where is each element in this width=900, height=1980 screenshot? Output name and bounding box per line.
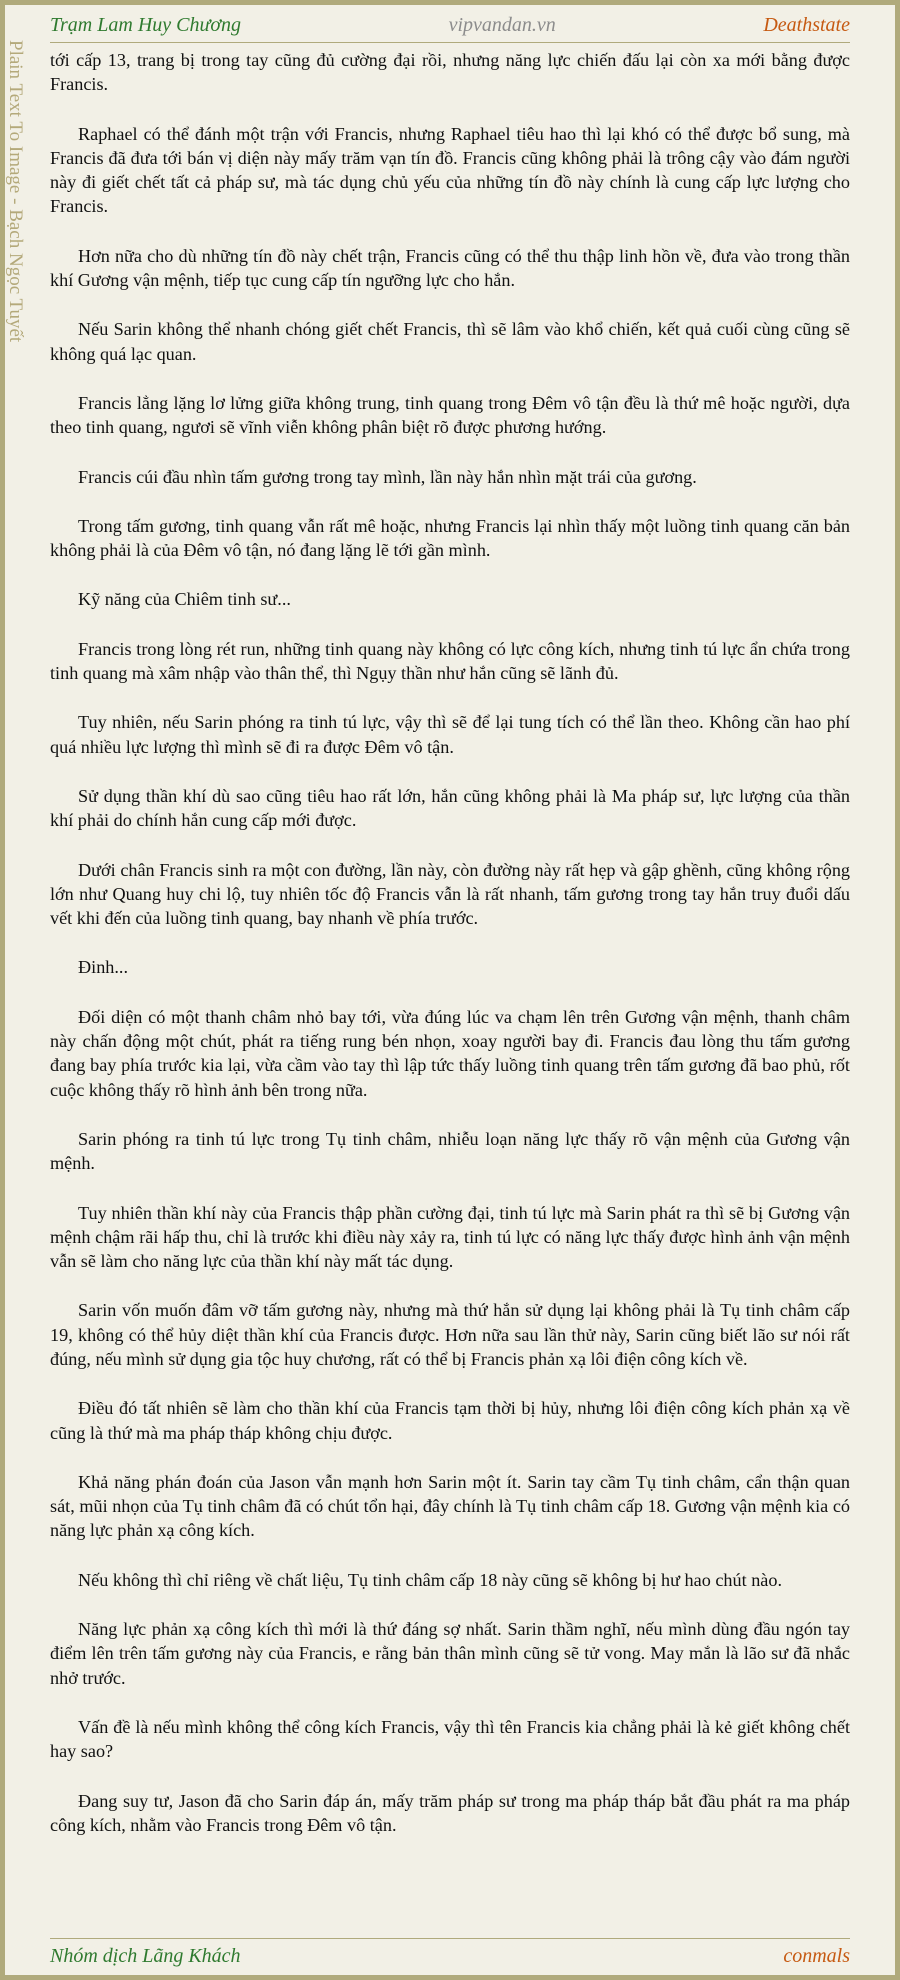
footer-editor: conmals (783, 1944, 850, 1967)
paragraph: Đối diện có một thanh châm nhỏ bay tới, vừa đúng lúc va chạm lên trên Gương vận mệnh, thanh châm này chấn động một chút, phát ra tiếng rung bén nhọn, xoay người bay đi. Francis đau lòng thu tấm gương đang bay phía trước kia lại, vừa cầm vào tay thì lập tức thấy luồng tinh quang trên tấm gương đã bao phủ, rốt cuộc không thấy rõ hình ảnh bên trong nữa. (50, 1006, 850, 1100)
paragraph: Đinh... (78, 957, 129, 978)
paragraph: Điều đó tất nhiên sẽ làm cho thần khí của Francis tạm thời bị hủy, nhưng lôi điện công kích phản xạ về cũng là thứ mà ma pháp tháp không chịu được. (50, 1398, 850, 1443)
paragraph: Tuy nhiên thần khí này của Francis thập phần cường đại, tinh tú lực mà Sarin phát ra thì sẽ bị Gương vận mệnh chậm rãi hấp thu, chỉ là trước khi điều này xảy ra, tinh tú lực có năng lực thấy được hình ảnh vận mệnh vẫn sẽ làm cho năng lực của thần khí này mất tác dụng. (50, 1202, 850, 1272)
sidebar-watermark: Plain Text To Image - Bạch Ngọc Tuyết (5, 40, 26, 343)
paragraph: Hơn nữa cho dù những tín đồ này chết trận, Francis cũng có thể thu thập linh hồn về, đưa vào trong thần khí Gương vận mệnh, tiếp tục cung cấp tín ngưỡng lực cho hắn. (50, 245, 850, 291)
paragraph: Kỹ năng của Chiêm tinh sư... (78, 589, 291, 610)
paragraph: tới cấp 13, trang bị trong tay cũng đủ cường đại rồi, nhưng năng lực chiến đấu lại còn xa mới bằng được Francis. (50, 50, 850, 95)
paragraph: Raphael có thể đánh một trận với Francis, nhưng Raphael tiêu hao thì lại khó có thể được bổ sung, mà Francis đã đưa tới bán vị diện này mấy trăm vạn tín đồ. Francis cũng không phải là trông cậy vào đám người này đi giết chết tất cả pháp sư, mà tác dụng chủ yếu của những tín đồ này chính là cung cấp lực lượng cho Francis. (50, 123, 850, 217)
header-source-title: Trạm Lam Huy Chương (50, 13, 242, 36)
page-footer (50, 1938, 850, 1973)
paragraph: Trong tấm gương, tinh quang vẫn rất mê hoặc, nhưng Francis lại nhìn thấy một luồng tinh quang căn bản không phải là của Đêm vô tận, nó đang lặng lẽ tới gần mình. (50, 515, 850, 561)
paragraph: Nếu Sarin không thể nhanh chóng giết chết Francis, thì sẽ lâm vào khổ chiến, kết quả cuối cùng cũng sẽ không quá lạc quan. (50, 319, 850, 364)
paragraph: Vấn đề là nếu mình không thể công kích Francis, vậy thì tên Francis kia chẳng phải là kẻ giết không chết hay sao? (50, 1716, 850, 1762)
footer-translator-group: Nhóm dịch Lãng Khách (50, 1944, 241, 1967)
paragraph: Francis lẳng lặng lơ lửng giữa không trung, tinh quang trong Đêm vô tận đều là thứ mê hoặc người, dựa theo tinh quang, ngươi sẽ vĩnh viễn không phân biệt rõ được phương hướng. (50, 392, 850, 438)
paragraph: Sarin phóng ra tinh tú lực trong Tụ tinh châm, nhiễu loạn năng lực thấy rõ vận mệnh của Gương vận mệnh. (50, 1128, 850, 1174)
paragraph: Francis cúi đầu nhìn tấm gương trong tay mình, lần này hắn nhìn mặt trái của gương. (78, 466, 697, 487)
paragraph: Năng lực phản xạ công kích thì mới là thứ đáng sợ nhất. Sarin thầm nghĩ, nếu mình dùng đầu ngón tay điểm lên trên tấm gương này của Francis, e rằng bản thân mình cũng sẽ tử vong. May mắn là lão sư đã nhắc nhở trước. (50, 1619, 850, 1688)
paragraph: Dưới chân Francis sinh ra một con đường, lần này, còn đường này rất hẹp và gập ghềnh, cũng không rộng lớn như Quang huy chi lộ, tuy nhiên tốc độ Francis vẫn là rất nhanh, tấm gương trong tay hắn truy đuổi dấu vết khi đến của luồng tinh quang, bay nhanh về phía trước. (50, 859, 850, 929)
chapter-text (50, 48, 850, 1862)
paragraph: Khả năng phán đoán của Jason vẫn mạnh hơn Sarin một ít. Sarin tay cầm Tụ tinh châm, cẩn thận quan sát, mũi nhọn của Tụ tinh châm đã có chút tổn hại, đây chính là Tụ tinh châm cấp 18. Gương vận mệnh kia có năng lực phản xạ công kích. (50, 1471, 850, 1541)
paragraph: Sarin vốn muốn đâm vỡ tấm gương này, nhưng mà thứ hắn sử dụng lại không phải là Tụ tinh châm cấp 19, không có thể hủy diệt thần khí của Francis được. Hơn nữa sau lần thử này, Sarin cũng biết lão sư nói rất đúng, nếu mình sử dụng gia tộc huy chương, rất có thể bị Francis phản xạ lôi điện công kích về. (50, 1300, 850, 1369)
paragraph: Tuy nhiên, nếu Sarin phóng ra tinh tú lực, vậy thì sẽ để lại tung tích có thể lần theo. Không cần hao phí quá nhiều lực lượng thì mình sẽ đi ra được Đêm vô tận. (50, 712, 850, 757)
paragraph: Sử dụng thần khí dù sao cũng tiêu hao rất lớn, hắn cũng không phải là Ma pháp sư, lực lượng của thần khí phải do chính hắn cung cấp mới được. (50, 785, 850, 831)
page-header (50, 8, 850, 43)
header-author: Deathstate (763, 13, 850, 36)
paragraph: Đang suy tư, Jason đã cho Sarin đáp án, mấy trăm pháp sư trong ma pháp tháp bắt đầu phát ra ma pháp công kích, nhằm vào Francis trong Đêm vô tận. (50, 1790, 850, 1835)
paragraph: Nếu không thì chỉ riêng về chất liệu, Tụ tinh châm cấp 18 này cũng sẽ không bị hư hao chút nào. (78, 1569, 783, 1590)
paragraph: Francis trong lòng rét run, những tinh quang này không có lực công kích, nhưng tinh tú lực ẩn chứa trong tinh quang mà xâm nhập vào thân thể, thì Ngụy thần như hắn cũng sẽ lãnh đủ. (50, 638, 850, 684)
header-site-name: vipvandan.vn (448, 13, 556, 36)
